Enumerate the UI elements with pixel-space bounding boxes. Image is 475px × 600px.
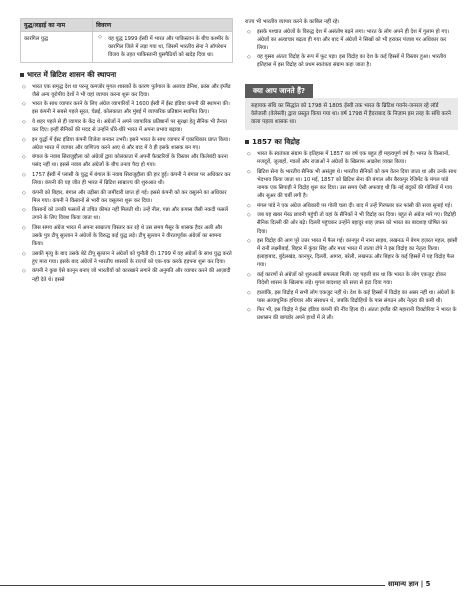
list-item-text: इस विद्रोह की आग पूरे उत्तर भारत में फैल गई। कानपुर में नाना साहब, लखनऊ में बेगम हज़रत महल, झांसी में रानी लक्ष्मीबाई, बिहार में कुंवर सिंह और मध्य भारत में तात्या टोपे ने इस विद्रोह का नेतृत्व किया। इलाहाबाद, बुंदेलखंड, कानपुर, दिल्ली, आगरा, बरेली, लखनऊ और बिहार के कई हिस्सों में यह विद्रोह फैल गया। bbox=[257, 238, 458, 269]
list-item-text: भारत के साथ व्यापार करने के लिए अंग्रेज व्यापारियों ने 1600 ईस्वी में ईस्ट इंडिया कंपनी की स्थापना की। इस कंपनी ने सबसे पहले सूरत, चेन्नई, कोलकाता और मुंबई में व्यापारिक प्रतिष्ठान स्थापित किए। bbox=[32, 101, 230, 116]
bullet-icon: ◇ bbox=[22, 83, 26, 90]
list-item-text: जब यह खबर मेरठ छावनी पहुंची तो वहां के सैनिकों ने भी विद्रोह कर दिया। बहुत से अंग्रेज मारे गए। विद्रोही सैनिक दिल्ली की ओर बढ़े। दिल्ली पहुंचकर उन्होंने बहादुर शाह ज़फ़र को भारत का बादशाह घोषित कर दिया। bbox=[257, 212, 457, 235]
right-column bbox=[245, 18, 458, 324]
info-box-title: क्या आप जानते हैं? bbox=[245, 84, 313, 98]
left-bullet-list bbox=[20, 83, 233, 284]
square-bullet-icon bbox=[20, 73, 24, 77]
list-item-text: कंपनी को बिहार, बंगाल और उड़ीसा की जमींदारी प्राप्त हो गई। इससे कंपनी को कर वसूलने का अधिकार मिल गया। कंपनी ने किसानों से भारी कर वसूलना शुरू कर दिया। bbox=[32, 189, 227, 204]
bullet-icon: ◇ bbox=[22, 136, 26, 143]
bullet-icon: ◇ bbox=[247, 151, 251, 158]
list-item bbox=[245, 202, 458, 210]
bullet-icon: ◇ bbox=[22, 207, 26, 214]
section-heading-1857-revolt bbox=[245, 137, 458, 147]
list-item bbox=[245, 237, 458, 269]
bullet-icon: ◇ bbox=[247, 28, 251, 35]
right-bullet-list bbox=[245, 150, 458, 322]
list-item bbox=[245, 28, 458, 52]
bullet-icon: ◇ bbox=[247, 238, 251, 245]
list-item-text: बंगाल के नवाब सिराजुद्दौला को अंग्रेजों द्वारा कोलकाता में अपनी फ़ैक्टरियों के विस्तार और किलेबंदी करना पसंद नहीं था। इससे नवाब और अंग्रेजों के बीच तनाव पैदा हो गया। bbox=[32, 154, 228, 169]
bullet-icon: ◇ bbox=[22, 268, 26, 275]
bullet-icon: ◇ bbox=[22, 118, 26, 125]
square-bullet-icon bbox=[245, 140, 249, 144]
list-item bbox=[20, 83, 233, 99]
bullet-icon: ◇ bbox=[22, 154, 26, 161]
bullet-icon: ◇ bbox=[247, 271, 251, 278]
bullet-icon: ◇ bbox=[247, 168, 251, 175]
list-item-text: यह गुस्सा अंततः विद्रोह के रूप में फूट पड़ा। इस विद्रोह का देश के कई हिस्सों में विस्तार हुआ। भारतीय इतिहास में इस विद्रोह को प्रथम स्वतंत्रता संग्राम कहा जाता है। bbox=[257, 54, 447, 69]
list-item bbox=[20, 118, 233, 134]
section-heading-text: भारत में ब्रिटिश शासन की स्थापना bbox=[27, 69, 117, 79]
list-item-text: जिस समय अंग्रेज भारत में अपना साम्राज्य विस्तार कर रहे थे उस समय मैसूर के शासक हैदर अली और उसके पुत्र टीपू सुल्तान ने अंग्रेजों के विरुद्ध कई युद्ध लड़े। टीपू सुल्तान ने वीरतापूर्वक अंग्रेजों का सामना किया। bbox=[32, 225, 223, 248]
list-item bbox=[20, 267, 233, 283]
info-box bbox=[245, 78, 458, 131]
war-table bbox=[20, 18, 233, 63]
list-item bbox=[20, 250, 233, 266]
list-item-text: मंगल पांडे ने एक अंग्रेज अधिकारी पर गोली चला दी। बाद में उन्हें गिरफ्तार कर फांसी की सजा सुनाई गई। bbox=[257, 202, 453, 209]
list-item bbox=[245, 53, 458, 69]
list-item bbox=[245, 289, 458, 305]
list-item bbox=[245, 168, 458, 200]
list-item-text: 1757 ईस्वी में प्लासी के युद्ध में बंगाल के नवाब सिराजुद्दौला की हार हुई। कंपनी ने बंगाल पर अधिकार कर लिया। कंपनी की यह जीत ही भारत में ब्रिटिश साम्राज्य की शुरुआत थी। bbox=[32, 171, 231, 187]
list-item-text: किसानों को उनकी फसलों से उचित कीमत नहीं मिलती थी। उन्हें नील, गन्ना और कपास जैसी नकदी फसलें उगाने के लिए विवश किया जाता था। bbox=[32, 207, 229, 222]
list-item-text: फिर भी, इस विद्रोह ने ईस्ट इंडिया कंपनी की नींव हिला दी। अंततः इंग्लैंड की महारानी विक्टोरिया ने भारत के प्रशासन की बागडोर अपने हाथों में ले ली। bbox=[257, 307, 457, 322]
list-item-text: कंपनी ने कुछ ऐसे कानून बनाए जो भारतीयों को कारखाने लगाने की अनुमति और व्यापार करने की आज़ादी नहीं देते थे। इससे bbox=[32, 268, 231, 283]
bullet-icon: ◇ bbox=[22, 101, 26, 108]
list-item-text: हालांकि, इस विद्रोह में सभी लोग एकजुट नहीं थे। देश के कई हिस्सों में विद्रोह का असर नहीं था। अंग्रेजों के पास अत्याधुनिक हथियार और संसाधन थे, जबकि विद्रोहियों के पास संगठन और नेतृत्व की कमी थी। bbox=[257, 289, 455, 304]
bullet-icon: ◇ bbox=[247, 307, 251, 314]
bullet-icon: ◇ bbox=[22, 225, 26, 231]
left-column bbox=[20, 18, 233, 285]
list-item-text: भारत के स्वतंत्रता संग्राम के इतिहास में 1857 का वर्ष एक बहुत ही महत्वपूर्ण वर्ष है। भारत के किसानों, मजदूरों, जुलाहों, ग्वालों और राजाओं ने अंग्रेजों के खिलाफ आक्रोश व्यक्त किया। bbox=[257, 151, 450, 166]
list-item bbox=[20, 189, 233, 205]
list-item bbox=[245, 150, 458, 166]
page-footer bbox=[0, 579, 475, 593]
list-item bbox=[245, 211, 458, 235]
list-item-text: कई कारणों से अंग्रेजों को शुरुआती सफलता मिली। यह पहली बार था कि भारत के लोग एकजुट होकर विदेशी शासन के खिलाफ लड़े। मुगल बादशाह को सत्ता से हटा दिया गया। bbox=[257, 271, 446, 287]
list-item bbox=[20, 153, 233, 169]
table-detail-text: यह युद्ध 1999 ईस्वी में भारत और पाकिस्तान के बीच कश्मीर के कारगिल जिले में लड़ा गया था, जिसमें भारतीय सेना ने ऑपरेशन विजय के तहत पाकिस्तानी घुसपैठियों को खदेड़ दिया था। bbox=[108, 36, 229, 58]
footer-label: सामान्य ज्ञान | 5 bbox=[388, 580, 431, 588]
table-header-name: युद्ध/लड़ाई का नाम bbox=[21, 19, 93, 32]
table-header-detail: विवरण bbox=[93, 19, 233, 32]
bullet-icon: ◇ bbox=[247, 202, 251, 209]
list-item bbox=[20, 100, 233, 116]
bullet-icon: ◇ bbox=[247, 289, 251, 296]
bullet-icon: ◇ bbox=[22, 250, 26, 257]
table-header-row bbox=[21, 19, 233, 32]
list-item bbox=[245, 306, 458, 322]
bullet-icon: ◇ bbox=[247, 212, 251, 219]
info-box-body: सहायक संधि का सिद्धांत को 1798 से 1805 ईस्वी तक भारत के ब्रिटिश गवर्नर-जनरल रहे लॉर्ड वेलेजली (वेलेस्ली) द्वारा प्रस्तुत किया गया था। वर्ष 1798 में हैदराबाद के निज़ाम इस तरह के संधि करने वाला पहला शासक था। bbox=[245, 98, 458, 131]
bullet-icon: ◇ bbox=[247, 54, 251, 61]
footer-rule bbox=[0, 585, 385, 586]
section-heading-british-rule bbox=[20, 70, 233, 80]
list-item-text: भारत एक समृद्ध देश था परन्तु कमजोर मुगल शासकों के कारण पुर्तगाल के अलावा डेनिश, फ्रांस और इंग्लैंड जैसे अन्य यूरोपीय देशों ने भी यहां व्यापार करना शुरू कर दिया। bbox=[32, 83, 231, 98]
list-item-text: इन युद्धों में ईस्ट इंडिया कंपनी विजेता बनकर उभरी। इसने भारत के साथ व्यापार में एकाधिकार प्राप्त किया। अंग्रेज भारत में व्यापार और वाणिज्य करने आए थे और बाद में वे ही इसके शासक बन गए। bbox=[32, 136, 231, 151]
section-heading-text: 1857 का विद्रोह bbox=[252, 137, 300, 147]
bullet-icon: ◇ bbox=[22, 171, 26, 178]
table-cell-detail bbox=[93, 32, 233, 63]
bullet-icon: ◇ bbox=[98, 34, 102, 40]
list-item bbox=[20, 224, 233, 248]
right-intro-list bbox=[245, 18, 458, 70]
bullet-icon: ◇ bbox=[22, 189, 26, 196]
list-item-text: ब्रिटिश सेना के भारतीय सैनिक भी असंतुष्ट थे। भारतीय सैनिकों को कम वेतन दिया जाता था और उनके साथ भेदभाव किया जाता था। 10 मई, 1857 को ब्रिटिश सेना की बंगाल और बैरकपुर रेजिमेंट के मंगल पांडे नामक एक सिपाही ने विद्रोह शुरू कर दिया। उस समय ऐसी अफवाह थी कि नई बंदूकों की गोलियों में गाय और सूअर की चर्बी लगी है। bbox=[257, 168, 457, 200]
table-row bbox=[21, 32, 233, 63]
list-item bbox=[245, 18, 458, 26]
list-item-text: राज्य भी भारतीय व्यापार करने के काबिल नहीं रहे। bbox=[245, 19, 340, 25]
list-item bbox=[20, 136, 233, 152]
list-item-text: ये शहर पहले से ही व्यापार के केंद्र थे। अंग्रेजों ने अपने व्यापारिक प्रतिष्ठानों पर सुरक्षा हेतु सैनिक भी तैनात कर दिए। इन्हीं सैनिकों की मदद से उन्होंने धीरे-धीरे भारत में अपना प्रभाव बढ़ाया। bbox=[32, 118, 227, 133]
table-cell-name: कारगिल युद्ध bbox=[21, 32, 93, 63]
list-item-text: उसकी मृत्यु के बाद उसके बेटे टीपू सुल्तान ने अंग्रेजों को चुनौती दी। 1799 में वह अंग्रेजों के साथ युद्ध करते हुए मारा गया। इसके बाद अंग्रेजों ने भारतीय शासकों के राज्यों को एक-एक करके हड़पना शुरू कर दिया। bbox=[32, 250, 232, 265]
list-item bbox=[245, 271, 458, 287]
list-item-text: इसके पश्चात अंग्रेजों के विरुद्ध देश में असंतोष बढ़ने लगा। भारत के लोग अपने ही देश में गुलाम हो गए। अंग्रेजों का अत्याचार बढ़ता ही गया और बाद में अंग्रेजों ने सिखों को भी हराकर पंजाब पर अधिकार कर लिया। bbox=[257, 28, 450, 51]
list-item bbox=[20, 171, 233, 187]
list-item bbox=[20, 206, 233, 222]
